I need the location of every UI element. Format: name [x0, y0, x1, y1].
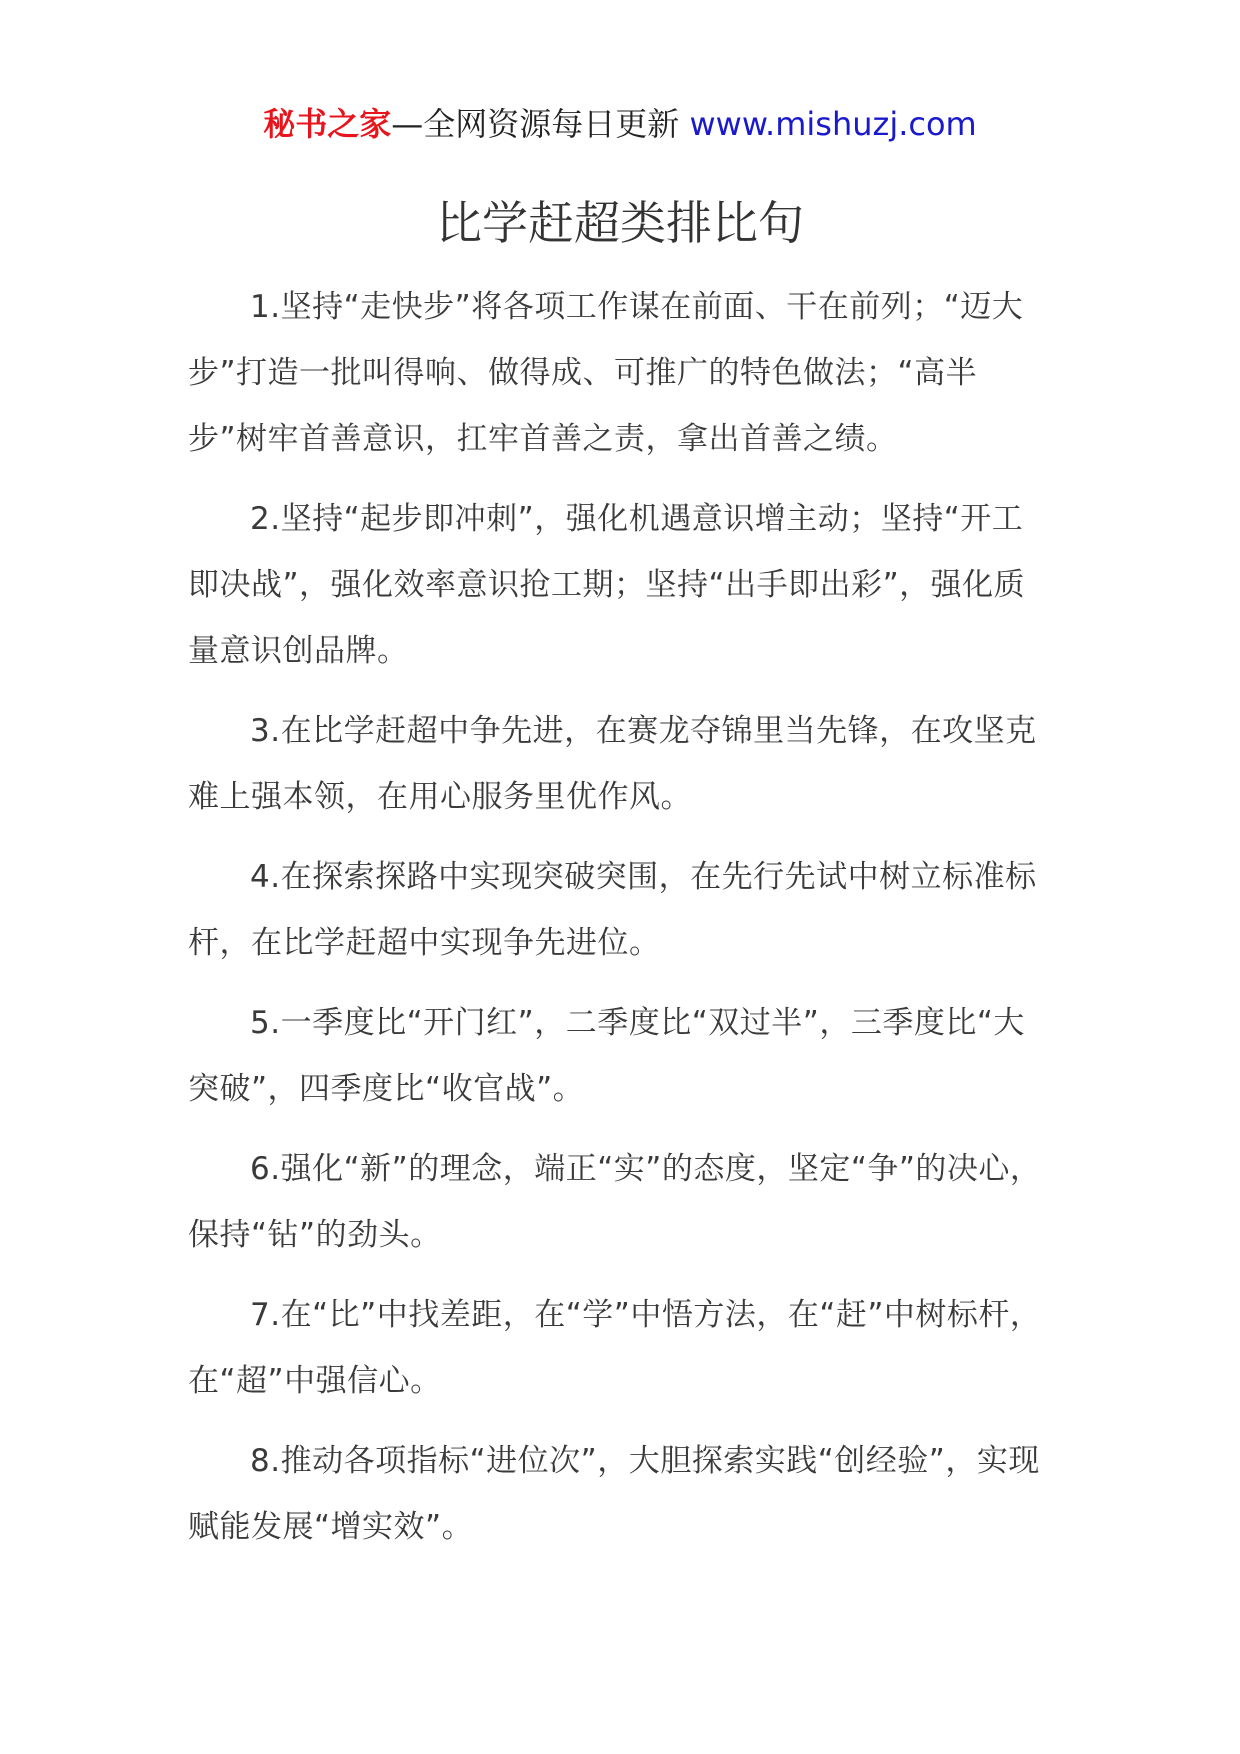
- header-slogan: —全网资源每日更新: [391, 105, 680, 143]
- paragraph-8: 8.推动各项指标“进位次”，大胆探索实践“创经验”，实现赋能发展“增实效”。: [188, 1443, 1040, 1545]
- paragraph-4: 4.在探索探路中实现突破突围，在先行先试中树立标准标杆，在比学赶超中实现争先进位。: [188, 859, 1037, 961]
- paragraph-6: 6.强化“新”的理念，端正“实”的态度，坚定“争”的决心，保持“钻”的劲头。: [188, 1151, 1042, 1253]
- document-title: 比学赶超类排比句: [436, 196, 804, 250]
- document-body: [188, 274, 1052, 1574]
- site-header: [0, 98, 1240, 150]
- paragraph-5: 5.一季度比“开门红”，二季度比“双过半”，三季度比“大突破”，四季度比“收官战”。: [188, 1005, 1025, 1107]
- site-url-link[interactable]: www.mishuzj.com: [689, 105, 977, 143]
- paragraph-3: 3.在比学赶超中争先进，在赛龙夺锦里当先锋，在攻坚克难上强本领，在用心服务里优作风。: [188, 713, 1037, 815]
- paragraph-7: 7.在“比”中找差距，在“学”中悟方法，在“赶”中树标杆，在“超”中强信心。: [188, 1297, 1042, 1399]
- paragraph-2: 2.坚持“起步即冲刺”，强化机遇意识增主动；坚持“开工即决战”，强化效率意识抢工期；坚持“出手即出彩”，强化质量意识创品牌。: [188, 501, 1026, 669]
- brand-name: 秘书之家: [263, 105, 392, 143]
- paragraph-1: 1.坚持“走快步”将各项工作谋在前面、干在前列；“迈大步”打造一批叫得响、做得成、可推广的特色做法；“高半步”树牢首善意识，扛牢首善之责，拿出首善之绩。: [188, 289, 1024, 457]
